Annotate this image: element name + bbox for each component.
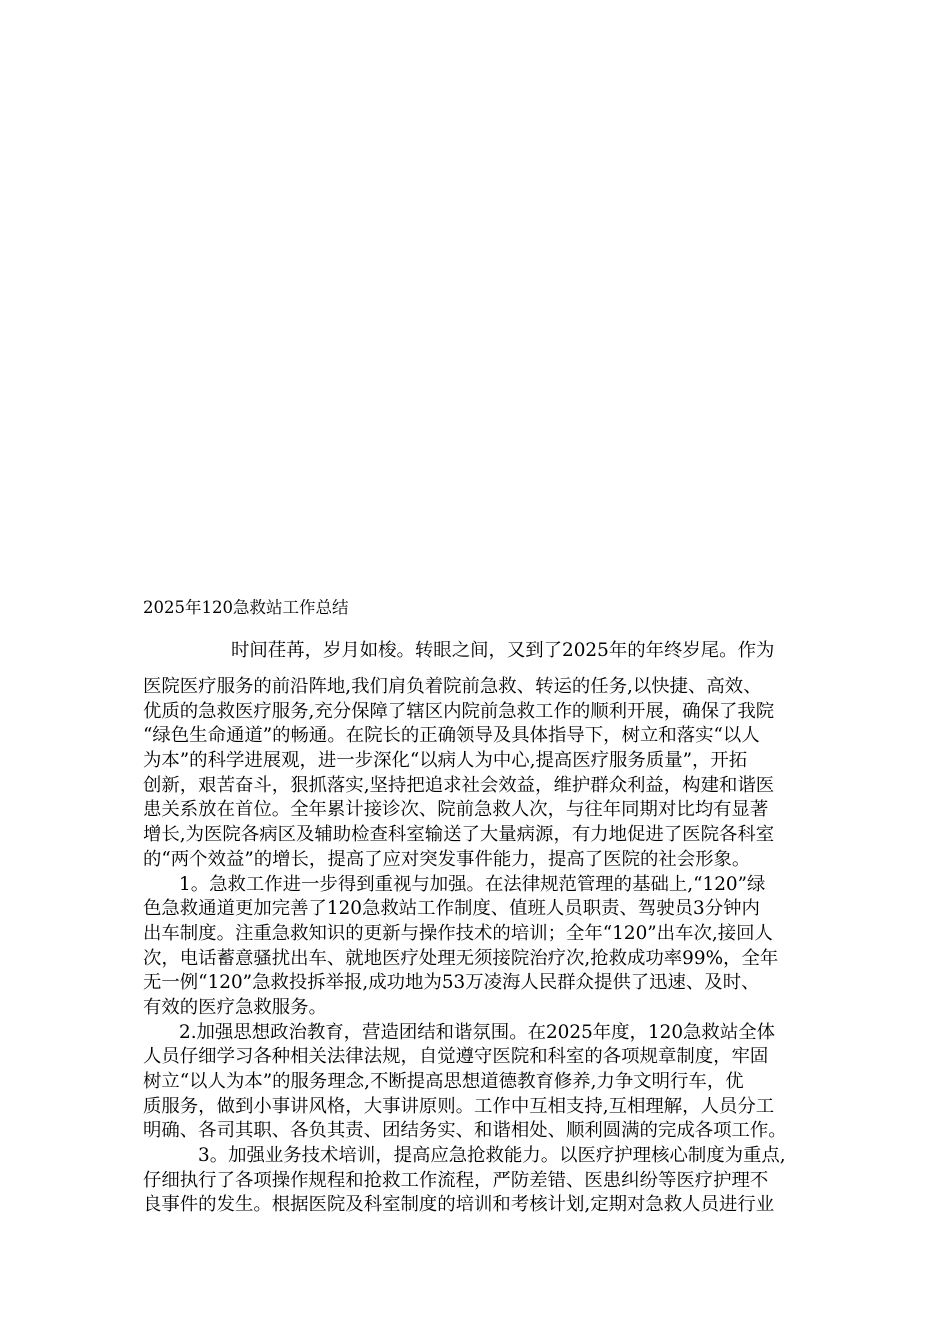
paragraph-line: 出车制度。注重急救知识的更新与操作技术的培训；全年“120”出车次,接回人 [143,922,773,944]
paragraph-line: 无一例“120”急救投拆举报,成功地为53万凌海人民群众提供了迅速、及时、 [143,972,760,994]
paragraph-line: 创新，艰苦奋斗，狠抓落实,坚持把追求社会效益，维护群众利益，构建和谐医 [143,774,775,796]
paragraph-line: 的“两个效益”的增长，提高了应对突发事件能力，提高了医院的社会形象。 [143,848,751,870]
paragraph-line: 患关系放在首位。全年累计接诊次、院前急救人次，与往年同期对比均有显著 [143,799,769,821]
paragraph-line: 时间荏苒，岁月如梭。转眼之间，又到了2025年的年终岁尾。作为 [231,640,775,661]
paragraph-line: 优质的急救医疗服务,充分保障了辖区内院前急救工作的顺利开展，确保了我院 [143,700,775,722]
paragraph-line: 良事件的发生。根据医院及科室制度的培训和考核计划,定期对急救人员进行业 [143,1194,775,1216]
document-title: 2025年120急救站工作总结 [143,598,349,617]
document-body [143,638,808,1218]
paragraph-line: 色急救通道更加完善了120急救站工作制度、值班人员职责、驾驶员3分钟内 [143,898,760,920]
paragraph-line: 树立“以人为本”的服务理念,不断提高思想道德教育修养,力争文明行车，优 [143,1071,744,1092]
paragraph-line: “绿色生命通道”的畅通。在院长的正确领导及具体指导下，树立和落实“以人 [143,725,760,747]
paragraph-line: 人员仔细学习各种相关法律法规，自觉遵守医院和科室的各项规章制度，牢固 [143,1046,769,1068]
paragraph-line: 医院医疗服务的前沿阵地,我们肩负着院前急救、转运的任务,以快捷、高效、 [143,676,762,697]
paragraph-line: 2.加强思想政治教育，营造团结和谐氛围。在2025年度，120急救站全体 [179,1021,775,1043]
paragraph-line: 增长,为医院各病区及辅助检查科室输送了大量病源，有力地促进了医院各科室 [143,824,775,846]
paragraph-line: 为本”的科学进展观，进一步深化“以病人为中心,提高医疗服务质量”，开拓 [143,750,748,772]
paragraph-line: 次，电话蓄意骚扰出车、就地医疗处理无须接院治疗次,抢救成功率99%，全年 [143,947,779,969]
paragraph-line: 3。加强业务技术培训，提高应急抢救能力。以医疗护理核心制度为重点, [198,1145,786,1167]
paragraph-line: 明确、各司其职、各负其责、团结务实、和谐相处、顺利圆满的完成各项工作。 [143,1120,787,1142]
paragraph-line: 质服务，做到小事讲风格，大事讲原则。工作中互相支持,互相理解，人员分工 [143,1095,775,1117]
paragraph-line: 有效的医疗急救服务。 [143,996,327,1018]
paragraph-line: 仔细执行了各项操作规程和抢救工作流程，严防差错、医患纠纷等医疗护理不 [143,1169,769,1191]
paragraph-line: 1。急救工作进一步得到重视与加强。在法律规范管理的基础上,“120”绿 [179,873,766,895]
